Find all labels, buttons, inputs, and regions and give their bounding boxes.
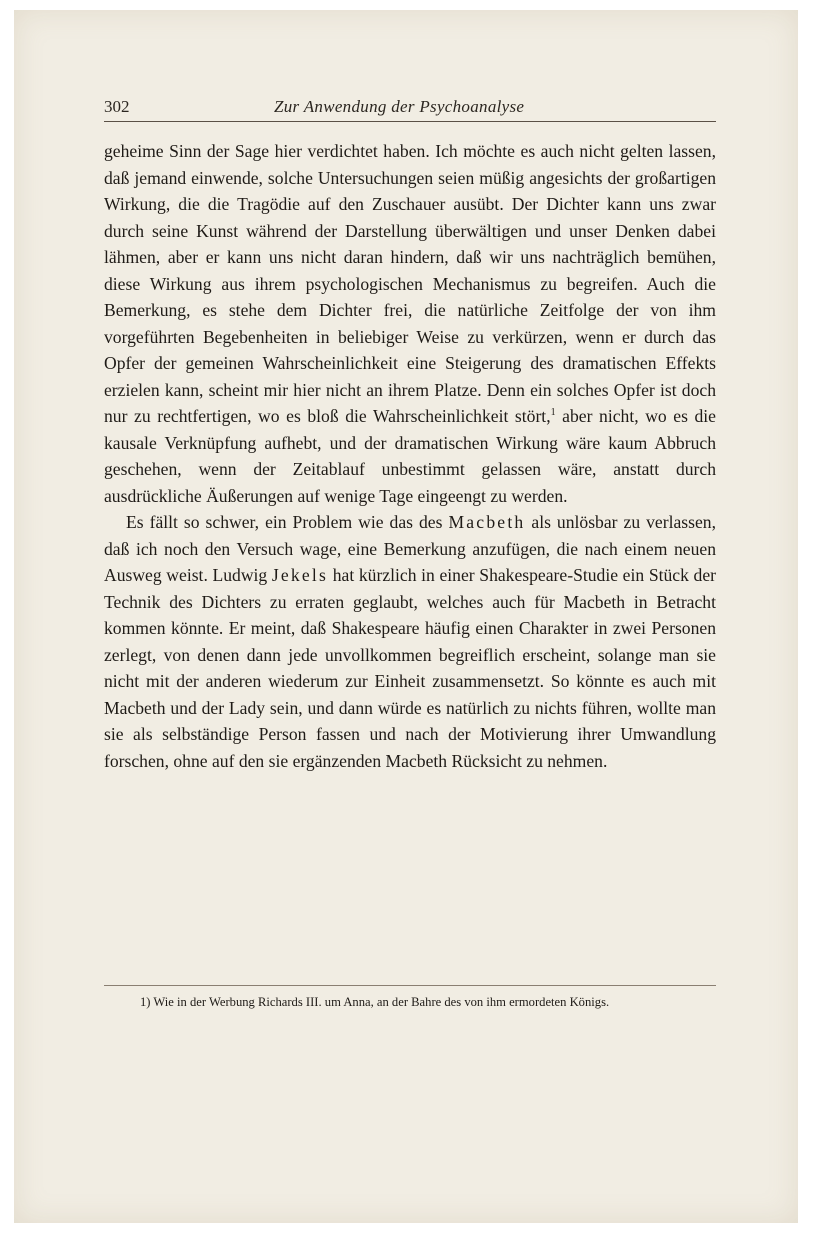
footnote-label: 1) [140,995,151,1009]
page-number: 302 [104,97,130,116]
footnote-marker: 1 [550,407,556,419]
paragraph-1-text-a: geheime Sinn der Sage hier verdichtet haben. Ich möchte es auch nicht gelten lassen, daß jemand einwende, solche Untersuchungen seien müßig angesichts der großartigen Wirkung, die die Tragödie auf den Zuschauer ausübt. Der Dichter kann uns zwar durch seine Kunst während der Darstellung überwältigen und unser Denken dabei lähmen, aber er kann uns nicht daran hindern, daß wir uns nachträglich bemühen, diese Wirkung aus ihrem psychologischen Mechanismus zu begreifen. Auch die Bemerkung, es stehe dem Dichter frei, die natürliche Zeitfolge der von ihm vorgeführten Begebenheiten in beliebiger Weise zu verkürzen, wenn er durch das Opfer der gemeinen Wahrscheinlichkeit eine Steigerung des dramatischen Effekts erzielen kann, scheint mir hier nicht an ihrem Platze. Denn ein solches Opfer ist doch nur zu rechtfertigen, wo es bloß die Wahrscheinlichkeit stört, [104,141,716,426]
paragraph-1-text-b: aber nicht, wo es die kausale Verknüpfung aufhebt, und der dramatischen Wirkung wäre kaum Abbruch geschehen, wenn der Zeitablauf unbestimmt gelassen wäre, anstatt durch ausdrückliche Äußerungen auf wenige Tage eingeengt zu werden. [104,406,716,506]
jekels-spaced: Jekels [271,565,329,585]
paragraph-2-text-c: hat kürzlich in einer Shakespeare-Studie ein Stück der Technik des Dichters zu erraten geglaubt, welches auch für Macbeth in Betracht kommen könnte. Er meint, daß Shakespeare häufig einen Charakter in zwei Personen zerlegt, von denen dann jede unvollkommen begreiflich erscheint, solange man sie nicht mit der anderen wiederum zur Einheit zusammensetzt. So könnte es auch mit Macbeth und der Lady sein, und dann würde es natürlich zu nichts führen, wollte man sie als selbständige Person fassen und nach der Motivierung ihrer Umwandlung forschen, ohne auf den sie ergänzenden Macbeth Rücksicht zu nehmen. [104,565,716,771]
page-header [104,97,718,119]
footnote [104,993,716,1011]
macbeth-spaced: Macbeth [448,512,526,532]
paragraph-2-text-b: als unlösbar zu verlassen, daß ich noch den Versuch wage, eine Bemerkung anzufügen, die nach einem neuen Ausweg weist. Ludwig [104,512,716,585]
footnote-rule [104,985,716,986]
paragraph-1 [104,138,716,509]
paragraph-2-text-a: Es fällt so schwer, ein Problem wie das des [126,512,449,532]
header-rule [104,121,716,122]
footnote-text: Wie in der Werbung Richards III. um Anna, an der Bahre des von ihm ermordeten Königs. [150,995,610,1009]
body-text [104,138,716,774]
running-title: Zur Anwendung der Psychoanalyse [274,97,525,116]
paragraph-2 [104,509,716,774]
